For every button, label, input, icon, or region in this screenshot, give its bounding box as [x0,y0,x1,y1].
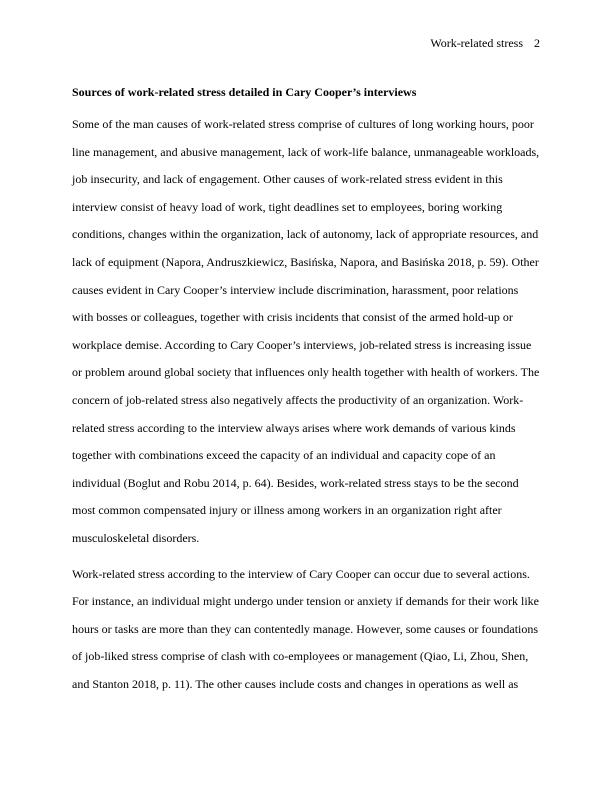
paragraph-line: together with combinations exceed the capacity of an individual and capacity cope of an [72,448,496,463]
paragraph-line: interview consist of heavy load of work, tight deadlines set to employees, boring working [72,199,503,214]
paragraph-line: most common compensated injury or illness among workers in an organization right after [72,503,502,518]
paragraph-1 [72,111,540,553]
running-head [430,36,540,50]
paragraph-line: and Stanton 2018, p. 11). The other causes include costs and changes in operations as well as [72,676,519,691]
document-body [72,83,540,706]
paragraph-line: workplace demise. According to Cary Cooper’s interviews, job-related stress is increasing issue [72,337,532,352]
paragraph-line: related stress according to the interview always arises where work demands of various kinds [72,420,516,435]
running-title: Work-related stress [430,36,523,50]
paragraph-2 [72,561,540,699]
paragraph-line: lack of equipment (Napora, Andruszkiewicz, Basińska, Napora, and Basińska 2018, p. 59). Other [72,254,539,269]
paragraph-line: with bosses or colleagues, together with crisis incidents that consist of the armed hold-up or [72,310,513,325]
paragraph-line: musculoskeletal disorders. [72,530,200,545]
paragraph-line: job insecurity, and lack of engagement. Other causes of work-related stress evident in this [72,172,503,187]
paragraph-line: line management, and abusive management, lack of work-life balance, unmanageable workloads, [72,144,540,159]
paragraph-line: conditions, changes within the organization, lack of autonomy, lack of appropriate resources, and [72,227,539,242]
paragraph-line: causes evident in Cary Cooper’s interview include discrimination, harassment, poor relations [72,282,519,297]
paragraph-line: Work-related stress according to the interview of Cary Cooper can occur due to several actions. [72,566,530,581]
paragraph-line: individual (Boglut and Robu 2014, p. 64). Besides, work-related stress stays to be the second [72,475,519,490]
section-heading: Sources of work-related stress detailed in Cary Cooper’s interviews [72,85,417,99]
paragraph-line: of job-liked stress comprise of clash with co-employees or management (Qiao, Li, Zhou, Shen, [72,649,529,664]
page-number: 2 [534,36,540,50]
paragraph-line: or problem around global society that influences only health together with health of workers. The [72,365,540,380]
paragraph-line: hours or tasks are more than they can contentedly manage. However, some causes or foundations [72,621,539,636]
paragraph-line: concern of job-related stress also negatively affects the productivity of an organization. Work- [72,392,524,407]
paragraph-line: Some of the man causes of work-related stress comprise of cultures of long working hours, poor [72,117,534,131]
paragraph-line: For instance, an individual might undergo under tension or anxiety if demands for their work like [72,594,540,609]
